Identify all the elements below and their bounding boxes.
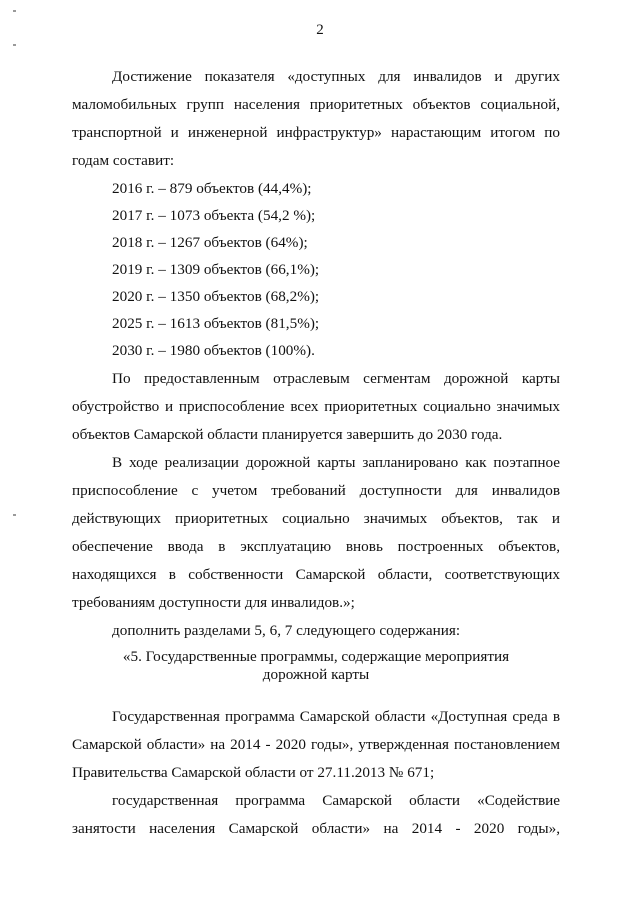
paragraph-line: годам составит:	[72, 152, 175, 169]
paragraph-line: Самарской области» на 2014 - 2020 годы», утвержденная постановлением	[72, 736, 560, 753]
section-heading: дорожной карты	[262, 666, 370, 683]
paragraph-line: обустройство и приспособление всех приоритетных социально значимых	[72, 398, 560, 415]
paragraph-line: маломобильных групп населения приоритетных объектов социальной,	[72, 96, 560, 113]
paragraph-line: Достижение показателя «доступных для инвалидов и других	[112, 68, 560, 85]
list-item: 2016 г. – 879 объектов (44,4%);	[112, 180, 312, 197]
list-item: 2025 г. – 1613 объектов (81,5%);	[112, 315, 320, 332]
list-item: 2030 г. – 1980 объектов (100%).	[112, 342, 315, 359]
paragraph-line: государственная программа Самарской области «Содействие	[112, 792, 560, 809]
scan-mark	[13, 44, 16, 46]
section-heading: «5. Государственные программы, содержащие мероприятия	[122, 648, 510, 665]
page-number: 2	[316, 22, 324, 38]
paragraph-line: По предоставленным отраслевым сегментам дорожной карты	[112, 370, 560, 387]
paragraph-line: занятости населения Самарской области» на 2014 - 2020 годы»,	[72, 820, 560, 837]
list-item: 2020 г. – 1350 объектов (68,2%);	[112, 288, 320, 305]
paragraph-line: объектов Самарской области планируется завершить до 2030 года.	[72, 426, 503, 443]
paragraph-line: требованиям доступности для инвалидов.»;	[72, 594, 355, 611]
paragraph-line: В ходе реализации дорожной карты запланировано как поэтапное	[112, 454, 560, 471]
paragraph-line: Государственная программа Самарской области «Доступная среда в	[112, 708, 560, 725]
list-item: 2019 г. – 1309 объектов (66,1%);	[112, 261, 320, 278]
paragraph-line: действующих приоритетных социально значимых объектов, так и	[72, 510, 560, 527]
paragraph-line: приспособление с учетом требований доступности для инвалидов	[72, 482, 560, 499]
scan-mark	[13, 10, 16, 12]
paragraph-line: транспортной и инженерной инфраструктур» нарастающим итогом по	[72, 124, 560, 141]
list-item: 2018 г. – 1267 объектов (64%);	[112, 234, 308, 251]
paragraph-line: обеспечение ввода в эксплуатацию вновь построенных объектов,	[72, 538, 560, 555]
list-item: 2017 г. – 1073 объекта (54,2 %);	[112, 207, 316, 224]
amendment-line: дополнить разделами 5, 6, 7 следующего содержания:	[112, 622, 461, 639]
scan-mark	[13, 514, 16, 516]
paragraph-line: находящихся в собственности Самарской области, соответствующих	[72, 566, 560, 583]
paragraph-line: Правительства Самарской области от 27.11.2013 № 671;	[72, 764, 435, 781]
